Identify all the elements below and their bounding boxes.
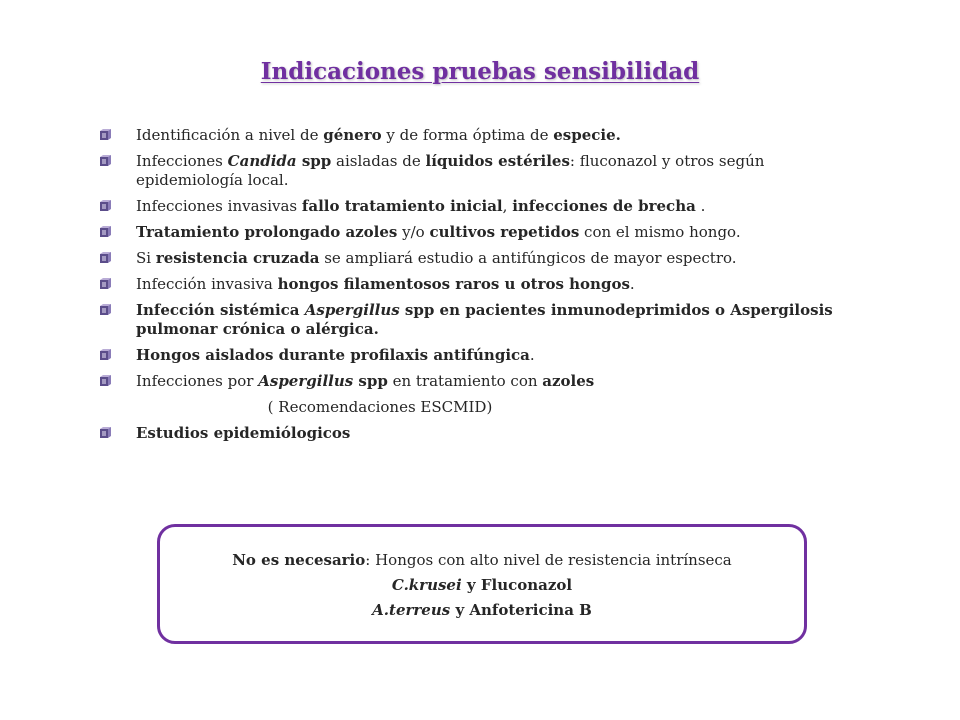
text-segment: y de forma óptima de — [381, 126, 554, 144]
text-segment: Hongos aislados durante profilaxis antifúngica — [136, 346, 530, 364]
text-segment: líquidos estériles — [425, 152, 570, 170]
text-segment: con el mismo hongo. — [579, 223, 741, 241]
small-cube-bullet-icon — [100, 278, 112, 290]
callout-line — [160, 548, 804, 573]
list-item — [100, 424, 860, 443]
text-segment: . — [529, 346, 535, 364]
indications-list — [100, 126, 860, 450]
text-segment: Candida — [227, 152, 297, 170]
text-segment: se ampliará estudio a antifúngicos de mayor espectro. — [319, 249, 737, 267]
callout-box — [157, 524, 807, 644]
text-segment: y/o — [397, 223, 430, 241]
list-item — [100, 372, 860, 391]
text-segment: A.terreus — [372, 601, 451, 619]
small-cube-bullet-icon — [100, 252, 112, 264]
callout-line — [160, 573, 804, 598]
text-segment: ( Recomendaciones ESCMID) — [267, 398, 493, 416]
small-cube-bullet-icon — [100, 155, 112, 167]
list-item — [100, 152, 860, 190]
text-segment: , — [502, 197, 513, 215]
text-segment: spp — [296, 152, 332, 170]
small-cube-bullet-icon — [100, 427, 112, 439]
text-segment: especie. — [553, 126, 621, 144]
list-item — [100, 249, 860, 268]
text-segment: Infección invasiva — [136, 275, 278, 293]
text-segment: Infecciones invasivas — [136, 197, 302, 215]
list-item — [100, 275, 860, 294]
text-segment: en tratamiento con — [387, 372, 543, 390]
text-segment: Aspergillus — [258, 372, 354, 390]
text-segment: género — [323, 126, 382, 144]
text-segment: No es necesario — [232, 551, 366, 569]
text-segment: cultivos repetidos — [429, 223, 580, 241]
text-segment: aisladas de — [331, 152, 426, 170]
text-segment: azoles — [542, 372, 595, 390]
text-segment: Infecciones — [136, 152, 228, 170]
list-item — [100, 126, 860, 145]
text-segment: C.krusei — [391, 576, 462, 594]
text-segment: Identificación a nivel de — [136, 126, 324, 144]
text-segment: spp en pacientes inmunodeprimidos o Aspergilosis pulmonar crónica o alérgica. — [136, 301, 833, 338]
text-segment: Infección sistémica — [136, 301, 305, 319]
text-segment: resistencia cruzada — [155, 249, 320, 267]
text-segment: fallo tratamiento inicial — [301, 197, 503, 215]
text-segment: . — [695, 197, 706, 215]
text-segment: y Anfotericina B — [450, 601, 592, 619]
small-cube-bullet-icon — [100, 375, 112, 387]
text-segment: . — [629, 275, 635, 293]
text-segment: Tratamiento prolongado azoles — [136, 223, 398, 241]
text-segment: Estudios epidemiólogicos — [136, 424, 351, 442]
text-segment: Si — [136, 249, 156, 267]
text-segment: infecciones de brecha — [512, 197, 696, 215]
callout-line — [160, 598, 804, 623]
slide-title: Indicaciones pruebas sensibilidad — [260, 58, 700, 85]
small-cube-bullet-icon — [100, 226, 112, 238]
small-cube-bullet-icon — [100, 129, 112, 141]
list-item — [100, 223, 860, 242]
small-cube-bullet-icon — [100, 200, 112, 212]
text-segment: Infecciones por — [136, 372, 259, 390]
small-cube-bullet-icon — [100, 349, 112, 361]
text-segment: : fluconazol y otros según epidemiología local. — [136, 152, 765, 189]
list-item — [100, 197, 860, 216]
text-segment: y Fluconazol — [461, 576, 573, 594]
text-segment: spp — [353, 372, 388, 390]
text-segment: hongos filamentosos raros u otros hongos — [277, 275, 630, 293]
list-item — [100, 301, 860, 339]
list-item — [100, 346, 860, 365]
small-cube-bullet-icon — [100, 304, 112, 316]
text-segment: : Hongos con alto nivel de resistencia intrínseca — [365, 551, 732, 569]
reference-note — [100, 398, 860, 417]
text-segment: Aspergillus — [304, 301, 400, 319]
